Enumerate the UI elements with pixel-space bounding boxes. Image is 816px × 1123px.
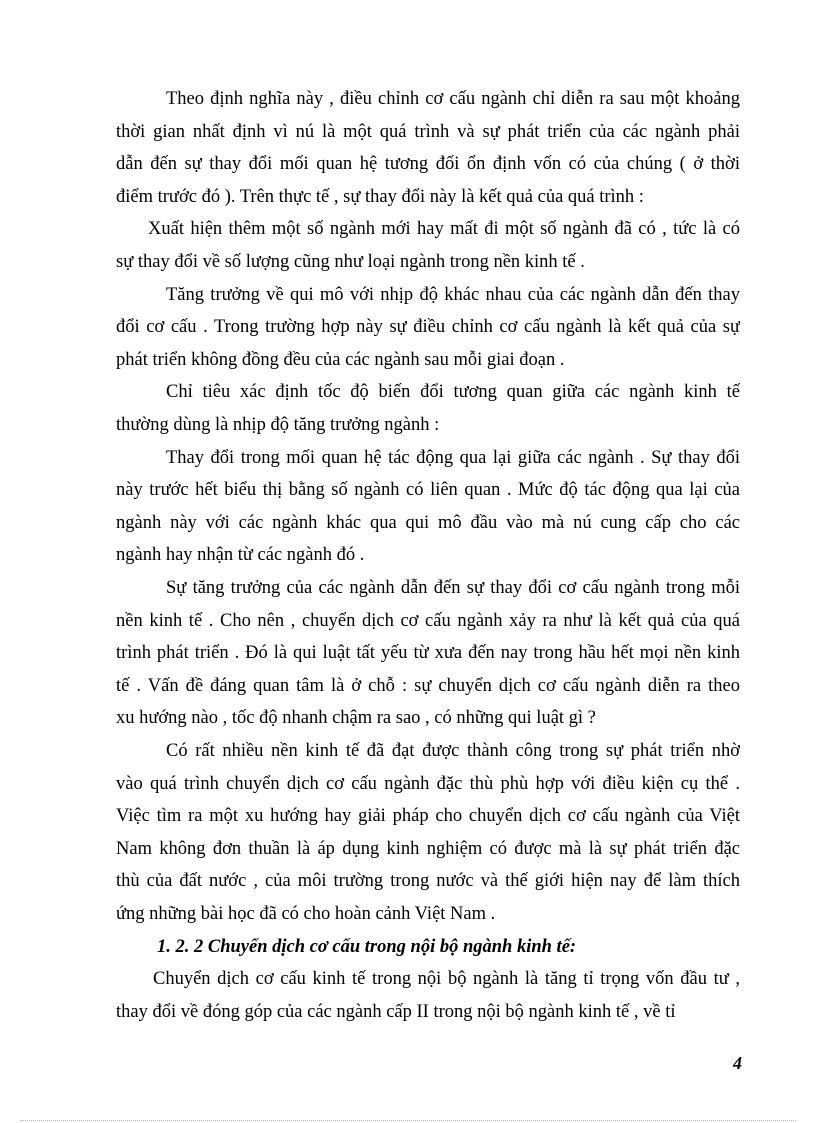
text-line: ngành hay nhận từ các ngành đó . [116, 545, 365, 566]
text-line: Thay đổi trong mối quan hệ tác động qua lại giữa các ngành . Sự thay đổi [166, 447, 740, 468]
text-line: trình phát triển . Đó là qui luật tất yếu từ xưa đến nay trong hầu hết mọi nền kinh [116, 643, 740, 664]
section-heading: 1. 2. 2 Chuyển dịch cơ cấu trong nội bộ ngành kinh tế: [157, 936, 577, 957]
text-line: Việc tìm ra một xu hướng hay giải pháp cho chuyển dịch cơ cấu ngành của Việt [116, 806, 740, 827]
text-line: thay đổi về đóng góp của các ngành cấp II trong nội bộ ngành kinh tế , về tỉ [116, 1001, 676, 1022]
text-line: dẫn đến sự thay đổi mối quan hệ tương đối ổn định vốn có của chúng ( ở thời [116, 154, 740, 175]
text-line: Theo định nghĩa này , điều chỉnh cơ cấu ngành chỉ diễn ra sau một khoảng [166, 89, 740, 109]
text-line: Sự tăng trưởng của các ngành dẫn đến sự thay đổi cơ cấu ngành trong mỗi [166, 578, 740, 598]
text-line: thường dùng là nhịp độ tăng trưởng ngành : [116, 415, 440, 435]
text-line: thù của đất nước , của môi trường trong nước và thế giới hiện nay để làm thích [116, 871, 740, 892]
text-line: Tăng trưởng về qui mô với nhịp độ khác nhau của các ngành dẫn đến thay [166, 284, 740, 305]
text-line: này trước hết biểu thị bằng số ngành có liên quan . Mức độ tác động qua lại của [116, 480, 740, 501]
page-bottom-divider [20, 1120, 796, 1121]
text-line: Nam không đơn thuần là áp dụng kinh nghiệm có được mà là sự phát triển đặc [116, 838, 740, 859]
text-line: vào quá trình chuyển dịch cơ cấu ngành đặc thù phù hợp với điều kiện cụ thể . [116, 773, 740, 794]
text-line: Xuất hiện thêm một số ngành mới hay mất đi một số ngành đã có , tức là có [148, 219, 740, 240]
text-line: nền kinh tế . Cho nên , chuyển dịch cơ cấu ngành xảy ra như là kết quả của quá [116, 610, 740, 631]
text-line: tế . Vấn đề đáng quan tâm là ở chỗ : sự chuyển dịch cơ cấu ngành diễn ra theo [116, 675, 740, 696]
page-number: 4 [733, 1053, 742, 1073]
text-line: ngành này với các ngành khác qua qui mô đầu vào mà nú cung cấp cho các [116, 512, 740, 533]
text-line: Chuyển dịch cơ cấu kinh tế trong nội bộ ngành là tăng tỉ trọng vốn đầu tư , [153, 969, 740, 990]
text-line: Chỉ tiêu xác định tốc độ biến đổi tương quan giữa các ngành kinh tế [166, 382, 740, 403]
text-line: điểm trước đó ). Trên thực tế , sự thay đổi này là kết quả của quá trình : [116, 186, 644, 207]
text-line: phát triển không đồng đều của các ngành sau mỗi giai đoạn . [116, 349, 565, 370]
text-line: thời gian nhất định vì nú là một quá trình và sự phát triển của các ngành phải [116, 121, 740, 142]
text-line: Có rất nhiều nền kinh tế đã đạt được thành công trong sự phát triển nhờ [166, 741, 740, 761]
text-line: ứng những bài học đã có cho hoàn cảnh Việt Nam . [116, 904, 496, 924]
text-line: sự thay đổi về số lượng cũng như loại ngành trong nền kinh tế . [116, 252, 585, 272]
text-line: đổi cơ cấu . Trong trường hợp này sự điều chỉnh cơ cấu ngành là kết quả của sự [116, 317, 740, 338]
text-line: xu hướng nào , tốc độ nhanh chậm ra sao , có những qui luật gì ? [116, 708, 596, 729]
